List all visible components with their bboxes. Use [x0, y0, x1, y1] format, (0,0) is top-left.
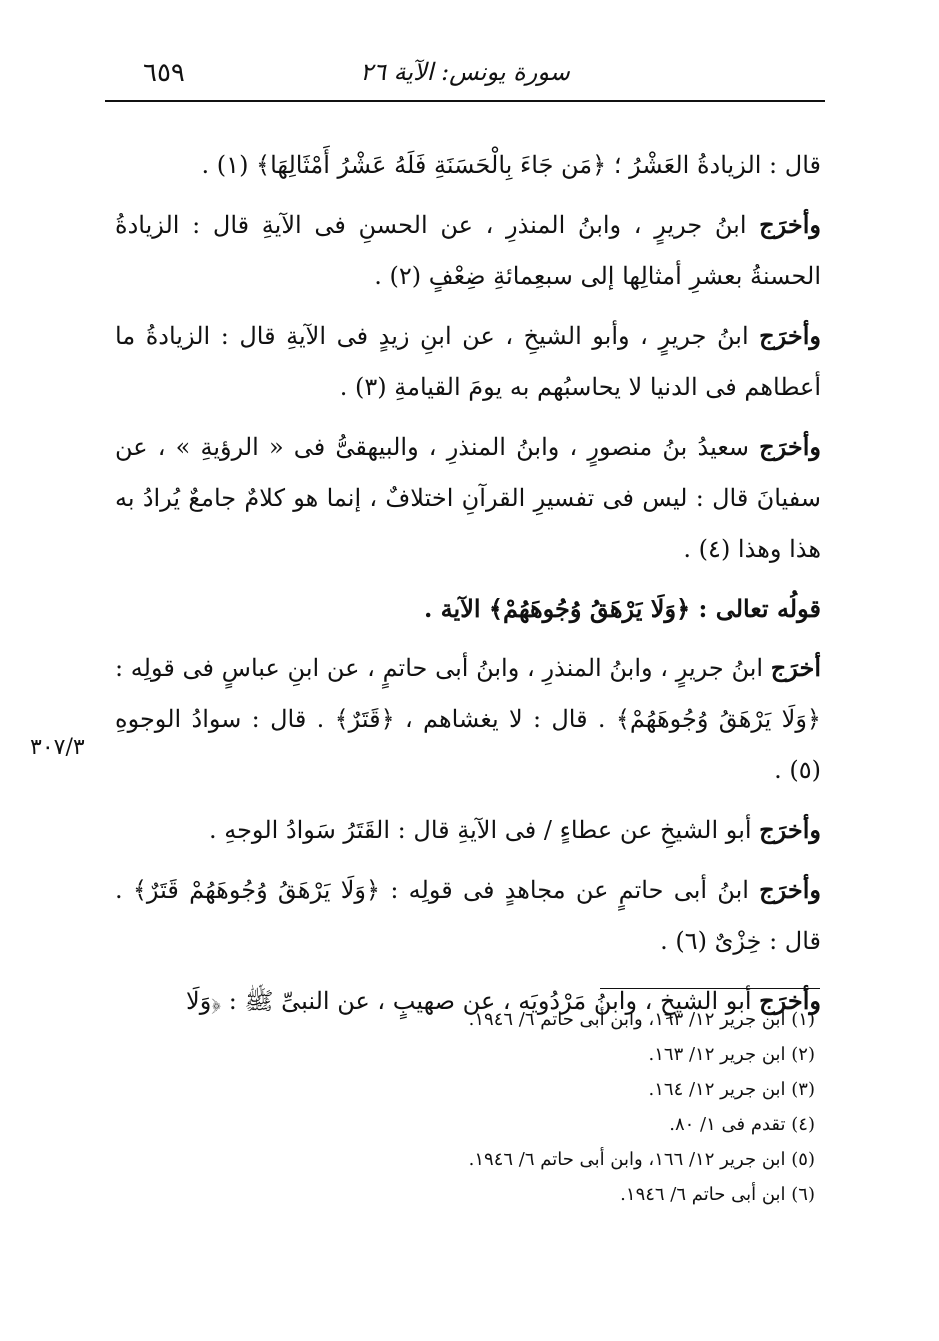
paragraph-lead: وأخرَج: [759, 321, 821, 350]
verse-heading: [115, 583, 821, 634]
paragraph-lead: وأخرَج: [759, 432, 821, 461]
footnote: (١) ابن جرير ١٢/ ١٦٣، وابن أبى حاتم ٦/ ١٩٤٦.: [468, 1009, 815, 1030]
footnote-divider: [600, 988, 820, 989]
paragraph-text: قال : الزيادةُ العَشْرُ ؛ ﴿مَن جَاءَ بِالْحَسَنَةِ فَلَهُ عَشْرُ أَمْثَالِهَا﴾ (١) .: [201, 151, 821, 179]
paragraph-lead: وأخرَج: [759, 815, 821, 844]
paragraph-text: سعيدُ بنُ منصورٍ ، وابنُ المنذرِ ، والبيهقىُّ فى « الرؤيةِ » ، عن سفيانَ قال : ليس فى تفسيرِ القرآنِ اختلافٌ ، إنما هو كلامٌ جامعٌ يُرادُ به هذا وهذا (٤) .: [115, 433, 821, 563]
paragraph: [115, 310, 821, 413]
paragraph: [115, 642, 821, 796]
paragraph: [115, 140, 821, 191]
footnote: (٣) ابن جرير ١٢/ ١٦٤.: [648, 1079, 815, 1100]
footnote: (٦) ابن أبى حاتم ٦/ ١٩٤٦.: [620, 1184, 815, 1205]
footnote: (٤) تقدم فى ١/ ٨٠.: [669, 1114, 815, 1135]
paragraph-text: ابنُ جريرٍ ، وابنُ المنذرِ ، وابنُ أبى حاتمٍ ، عن ابنِ عباسٍ فى قولِه : ﴿وَلَا يَرْهَقُ وُجُوهَهُمْ﴾ . قال : لا يغشاهم ، ﴿قَتَرٌ﴾ . قال : سوادُ الوجوهِ (٥) .: [115, 654, 821, 784]
paragraph: [115, 804, 821, 856]
page-header: [105, 52, 825, 92]
footnotes: [300, 1002, 815, 1212]
header-divider: [105, 100, 825, 102]
footnote: (٥) ابن جرير ١٢/ ١٦٦، وابن أبى حاتم ٦/ ١٩٤٦.: [468, 1149, 815, 1170]
paragraph-lead: وأخرَج: [759, 210, 821, 239]
paragraph-text: ﴿وَلَا يَرْهَقُ وُجُوهَهُمْ﴾ الآية .: [423, 594, 699, 623]
paragraph-text: ابنُ جريرٍ ، وابنُ المنذرِ ، عن الحسنِ فى الآيةِ قال : الزيادةُ الحسنةُ بعشرِ أمثالِها إلى سبعِمائةِ ضِعْفٍ (٢) .: [115, 211, 821, 290]
page-number: ٦٥٩: [143, 58, 185, 88]
paragraph-lead: قولُه تعالى :: [698, 594, 821, 623]
paragraph-lead: وأخرَج: [759, 986, 821, 1015]
paragraph-lead: وأخرَج: [759, 875, 821, 904]
running-title: سورة يونس: الآية ٢٦: [360, 58, 570, 86]
paragraph: [115, 864, 821, 967]
paragraph: [115, 199, 821, 302]
margin-reference: ٣٠٧/٣: [30, 735, 85, 760]
paragraph-text: أبو الشيخِ عن عطاءٍ / فى الآيةِ قال : القَتَرُ سَوادُ الوجهِ .: [208, 816, 760, 844]
main-text: [115, 118, 821, 1035]
paragraph: [115, 421, 821, 575]
paragraph-text: ابنُ جريرٍ ، وأبو الشيخِ ، عن ابنِ زيدٍ فى الآيةِ قال : الزيادةُ ما أعطاهم فى الدنيا لا يحاسبُهم به يومَ القيامةِ (٣) .: [115, 322, 821, 401]
footnote: (٢) ابن جرير ١٢/ ١٦٣.: [648, 1044, 815, 1065]
paragraph-text: أبو الشيخِ ، وابنُ مَرْدُويَه ، عن صهيبٍ ، عن النبىِّ ﷺ : ﴿وَلَا: [186, 987, 760, 1015]
paragraph-text: ابنُ أبى حاتمٍ عن مجاهدٍ فى قولِه : ﴿وَلَا يَرْهَقُ وُجُوهَهُمْ قَتَرٌ﴾ . قال : خِزْىٌ (٦) .: [115, 876, 821, 955]
paragraph-lead: أخرَج: [770, 653, 821, 682]
